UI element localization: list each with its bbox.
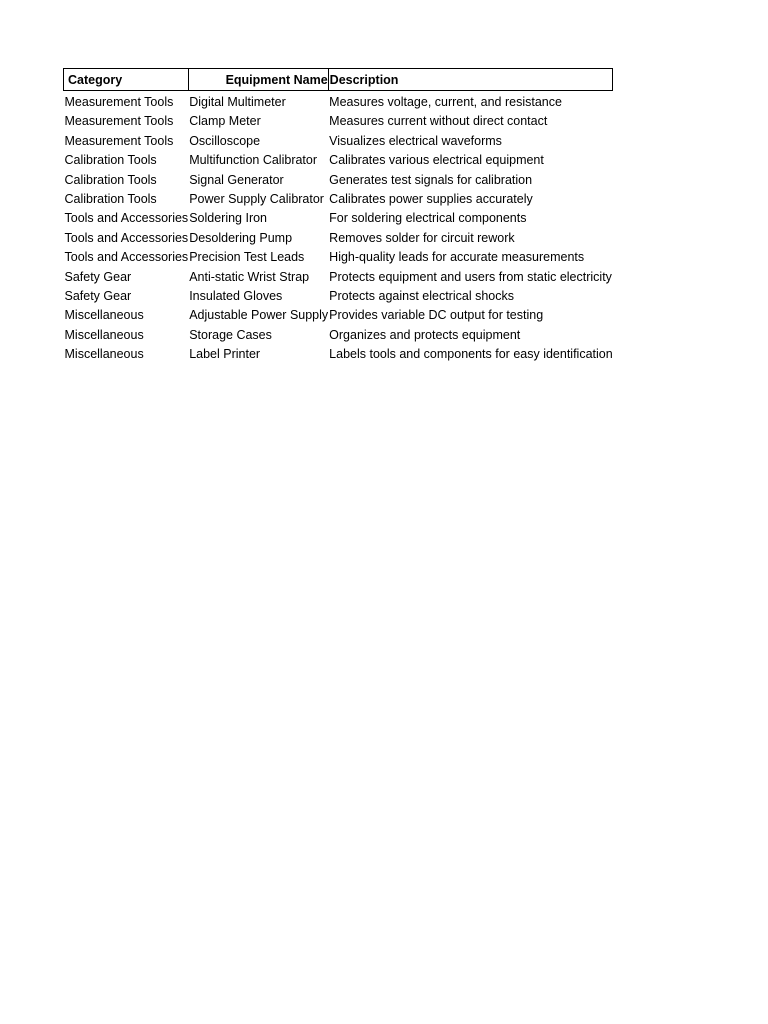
header-equipment-name: Equipment Name: [188, 69, 328, 91]
description-cell: Protects equipment and users from static electricity: [329, 269, 612, 284]
category-cell: Safety Gear: [64, 289, 132, 304]
equipment-name-cell: Insulated Gloves: [189, 289, 283, 304]
equipment-name-cell: Digital Multimeter: [189, 95, 286, 109]
description-cell: Organizes and protects equipment: [329, 327, 521, 342]
category-cell: Miscellaneous: [64, 308, 144, 323]
table-row: [64, 229, 613, 248]
equipment-name-cell: Oscilloscope: [189, 133, 261, 148]
category-cell: Tools and Accessories: [64, 250, 189, 265]
equipment-name-cell: Adjustable Power Supply: [189, 308, 329, 323]
equipment-table: [63, 68, 613, 365]
category-cell: Tools and Accessories: [64, 230, 189, 245]
equipment-name-cell: Signal Generator: [189, 172, 284, 187]
table-row: [64, 345, 613, 364]
description-cell: Measures current without direct contact: [329, 114, 548, 129]
table-row: [64, 112, 613, 131]
table-row: [64, 91, 613, 113]
header-category: Category: [64, 69, 189, 91]
equipment-name-cell: Anti-static Wrist Strap: [189, 269, 310, 284]
category-cell: Measurement Tools: [64, 133, 174, 148]
category-cell: Miscellaneous: [64, 347, 144, 362]
table-row: [64, 190, 613, 209]
category-cell: Measurement Tools: [64, 95, 174, 109]
category-cell: Calibration Tools: [64, 153, 157, 168]
category-cell: Miscellaneous: [64, 327, 144, 342]
equipment-name-cell: Precision Test Leads: [189, 250, 305, 265]
description-cell: Calibrates various electrical equipment: [329, 153, 544, 168]
table-row: [64, 209, 613, 228]
description-cell: Calibrates power supplies accurately: [329, 192, 533, 207]
table-row: [64, 326, 613, 345]
description-cell: Removes solder for circuit rework: [329, 230, 515, 245]
category-cell: Tools and Accessories: [64, 211, 189, 226]
table-row: [64, 248, 613, 267]
equipment-name-cell: Storage Cases: [189, 327, 272, 342]
equipment-name-cell: Clamp Meter: [189, 114, 261, 129]
description-cell: For soldering electrical components: [329, 211, 527, 226]
description-cell: Measures voltage, current, and resistance: [329, 95, 562, 109]
table-row: [64, 171, 613, 190]
equipment-name-cell: Desoldering Pump: [189, 230, 293, 245]
category-cell: Calibration Tools: [64, 192, 157, 207]
table-row: [64, 268, 613, 287]
table-row: [64, 306, 613, 325]
header-description: Description: [328, 69, 613, 91]
equipment-name-cell: Soldering Iron: [189, 211, 268, 226]
equipment-name-cell: Multifunction Calibrator: [189, 153, 318, 168]
category-cell: Safety Gear: [64, 269, 132, 284]
category-cell: Measurement Tools: [64, 114, 174, 129]
description-cell: High-quality leads for accurate measurements: [329, 250, 585, 265]
table-row: [64, 132, 613, 151]
table-row: [64, 287, 613, 306]
description-cell: Generates test signals for calibration: [329, 172, 533, 187]
description-cell: Visualizes electrical waveforms: [329, 133, 502, 148]
equipment-name-cell: Label Printer: [189, 347, 261, 362]
description-cell: Protects against electrical shocks: [329, 289, 514, 304]
description-cell: Provides variable DC output for testing: [329, 308, 544, 323]
header-row: [64, 69, 613, 91]
spreadsheet-sheet: [63, 68, 613, 365]
category-cell: Calibration Tools: [64, 172, 157, 187]
equipment-name-cell: Power Supply Calibrator: [189, 192, 324, 207]
table-row: [64, 151, 613, 170]
description-cell: Labels tools and components for easy identification: [329, 347, 613, 362]
